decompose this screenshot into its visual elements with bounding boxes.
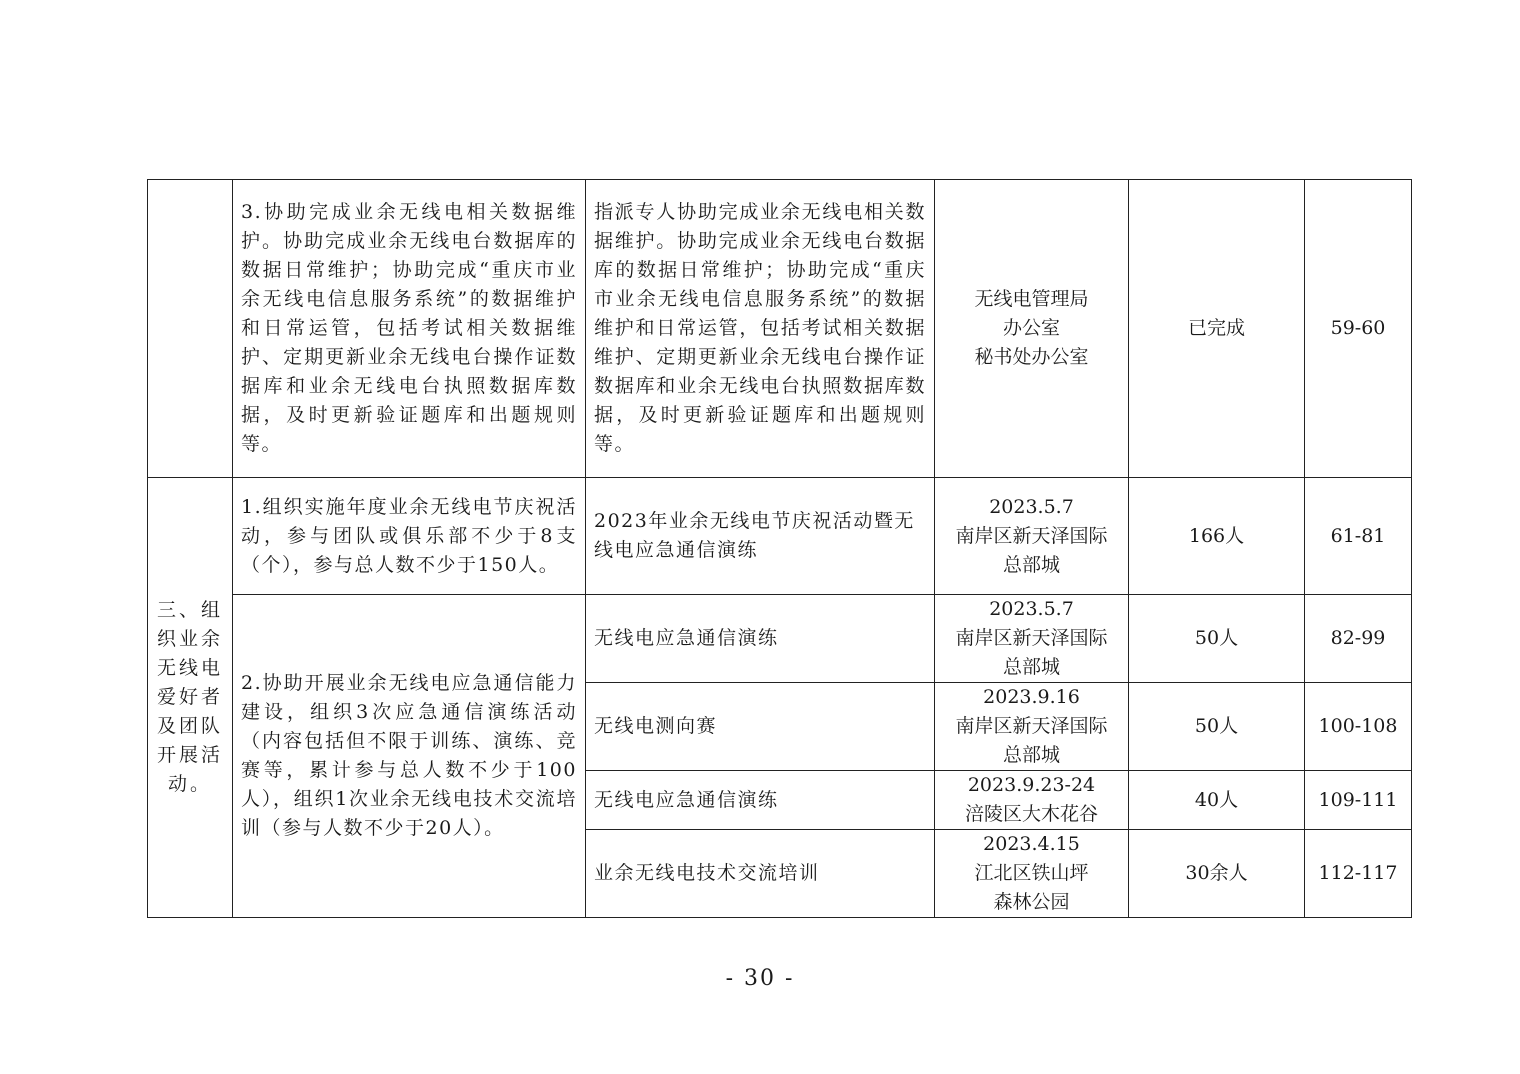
- people-cell: 40人: [1129, 771, 1305, 830]
- place-line: 江北区铁山坪: [974, 862, 1089, 884]
- time-line: 2023.5.7: [989, 495, 1074, 518]
- activity-name-cell: 无线电测向赛: [586, 683, 935, 771]
- task-cell: 2.协助开展业余无线电应急通信能力建设，组织3次应急通信演练活动（内容包括但不限于训练、演练、竞赛等，累计参与总人数不少于100人），组织1次业余无线电技术交流培训（参与人数不少于20人）。: [233, 595, 586, 918]
- time-place-cell: [935, 683, 1129, 771]
- pages-cell: 59-60: [1305, 180, 1412, 478]
- pages-cell: 61-81: [1305, 478, 1412, 595]
- time-line: 2023.9.23-24: [967, 774, 1096, 796]
- pages-cell: 82-99: [1305, 595, 1412, 683]
- time-line: 2023.9.16: [983, 686, 1080, 708]
- place-line: 涪陵区大木花谷: [964, 803, 1098, 825]
- activity-name-cell: 无线电应急通信演练: [586, 595, 935, 683]
- place-line: 南岸区新天泽国际: [955, 627, 1108, 649]
- place-line: 南岸区新天泽国际: [955, 715, 1108, 737]
- time-line: 2023.5.7: [989, 598, 1074, 620]
- time-place-cell: [935, 830, 1129, 918]
- table-row: [148, 180, 1412, 478]
- activity-name-cell: 无线电应急通信演练: [586, 771, 935, 830]
- content-cell: 指派专人协助完成业余无线电相关数据维护。协助完成业余无线电台数据库的数据日常维护；协助完成“重庆市业余无线电信息服务系统”的数据维护和日常运管，包括考试相关数据维护、定期更新业余无线电台操作证数据库和业余无线电台执照数据库数据，及时更新验证题库和出题规则等。: [586, 180, 935, 478]
- task-cell: 1.组织实施年度业余无线电节庆祝活动，参与团队或俱乐部不少于8支（个），参与总人数不少于150人。: [233, 478, 586, 595]
- time-place-cell: [935, 771, 1129, 830]
- section-cell-empty: [148, 180, 233, 478]
- result-cell: 已完成: [1129, 180, 1305, 478]
- place-line: 南岸区新天泽国际: [955, 524, 1108, 547]
- time-place-cell: [935, 478, 1129, 595]
- place-line: 森林公园: [993, 891, 1070, 913]
- people-cell: 50人: [1129, 595, 1305, 683]
- pages-cell: 109-111: [1305, 771, 1412, 830]
- table-row: [148, 595, 1412, 683]
- place-line: 总部城: [1002, 656, 1060, 678]
- time-place-cell: [935, 595, 1129, 683]
- place-line: 总部城: [1002, 553, 1060, 576]
- location-cell: [935, 180, 1129, 478]
- location-line: 秘书处办公室: [974, 346, 1089, 368]
- page-number: - 30 -: [725, 966, 795, 991]
- pages-cell: 112-117: [1305, 830, 1412, 918]
- activity-name-cell: 业余无线电技术交流培训: [586, 830, 935, 918]
- people-cell: 50人: [1129, 683, 1305, 771]
- task-cell: 3.协助完成业余无线电相关数据维护。协助完成业余无线电台数据库的数据日常维护；协助完成“重庆市业余无线电信息服务系统”的数据维护和日常运管，包括考试相关数据维护、定期更新业余无线电台操作证数据库和业余无线电台执照数据库数据，及时更新验证题库和出题规则等。: [233, 180, 586, 478]
- pages-cell: 100-108: [1305, 683, 1412, 771]
- people-cell: 166人: [1129, 478, 1305, 595]
- table-row: [148, 478, 1412, 595]
- section-title-cell: 三、组织业余无线电爱好者及团队开展活动。: [148, 478, 233, 918]
- time-line: 2023.4.15: [983, 833, 1080, 855]
- people-cell: 30余人: [1129, 830, 1305, 918]
- location-line: 办公室: [1002, 317, 1060, 339]
- activity-name-cell: 2023年业余无线电节庆祝活动暨无线电应急通信演练: [586, 478, 935, 595]
- location-line: 无线电管理局: [974, 288, 1089, 310]
- progress-table: [147, 179, 1412, 918]
- place-line: 总部城: [1002, 744, 1060, 766]
